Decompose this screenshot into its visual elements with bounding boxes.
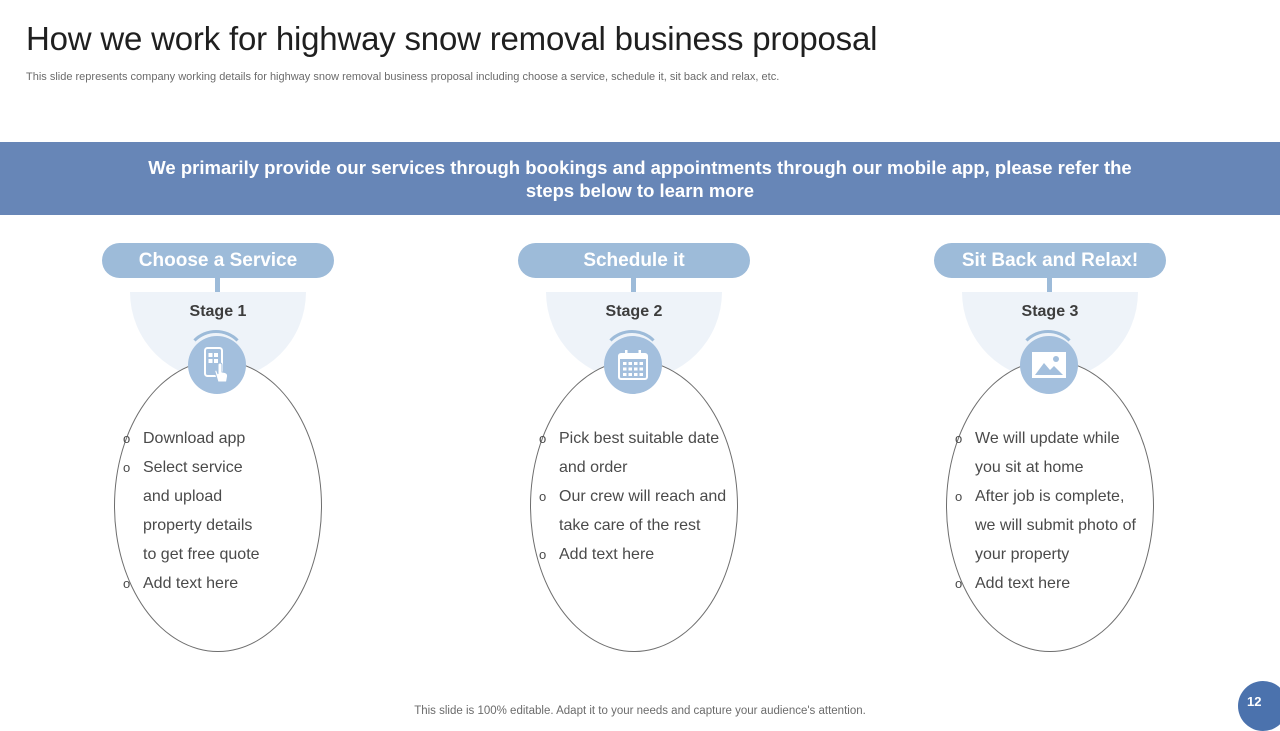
bullet-list <box>123 424 283 598</box>
bullet-item: o Pick best suitable date and order <box>539 424 721 482</box>
stage-label: Stage 2 <box>605 303 663 320</box>
icon-badge <box>604 336 662 394</box>
bullet-item: o Add text here <box>123 569 283 598</box>
pill-connector <box>1047 278 1052 292</box>
footer-note: This slide is 100% editable. Adapt it to your needs and capture your audience's attention. <box>414 705 866 717</box>
bullet-list <box>539 424 729 569</box>
bullet-item: o Add text here <box>539 540 729 569</box>
bullet-list <box>955 424 1145 598</box>
slide-title: How we work for highway snow removal business proposal <box>26 20 878 57</box>
stage-label: Stage 3 <box>1021 303 1079 320</box>
bullet-item: o Add text here <box>955 569 1145 598</box>
stage-label: Stage 1 <box>189 303 247 320</box>
mobile-touch-icon <box>201 346 233 384</box>
stage-card-1 <box>68 0 368 720</box>
stage-card-2 <box>484 0 784 720</box>
stage-heading-pill: Sit Back and Relax! <box>934 243 1166 278</box>
pill-connector <box>631 278 636 292</box>
bullet-item: o Select service and upload property details to get free quote <box>123 453 261 569</box>
bullet-item: o Our crew will reach and take care of the rest <box>539 482 729 540</box>
bullet-item: o After job is complete, we will submit photo of your property <box>955 482 1140 569</box>
pill-connector <box>215 278 220 292</box>
bullet-item: o Download app <box>123 424 283 453</box>
stage-card-3 <box>900 0 1200 720</box>
icon-badge <box>188 336 246 394</box>
calendar-icon <box>616 348 650 382</box>
stage-heading-pill: Schedule it <box>518 243 750 278</box>
bullet-item: o We will update while you sit at home <box>955 424 1135 482</box>
banner-text: We primarily provide our services through bookings and appointments through our mobile app, please refer the steps below to learn more <box>148 156 1132 201</box>
stage-heading-pill: Choose a Service <box>102 243 334 278</box>
page-number-badge: 12 <box>1238 681 1280 731</box>
slide-subtitle: This slide represents company working details for highway snow removal business proposal including choose a service, schedule it, sit back and relax, etc. <box>26 71 780 83</box>
icon-badge <box>1020 336 1078 394</box>
image-icon <box>1031 351 1067 379</box>
